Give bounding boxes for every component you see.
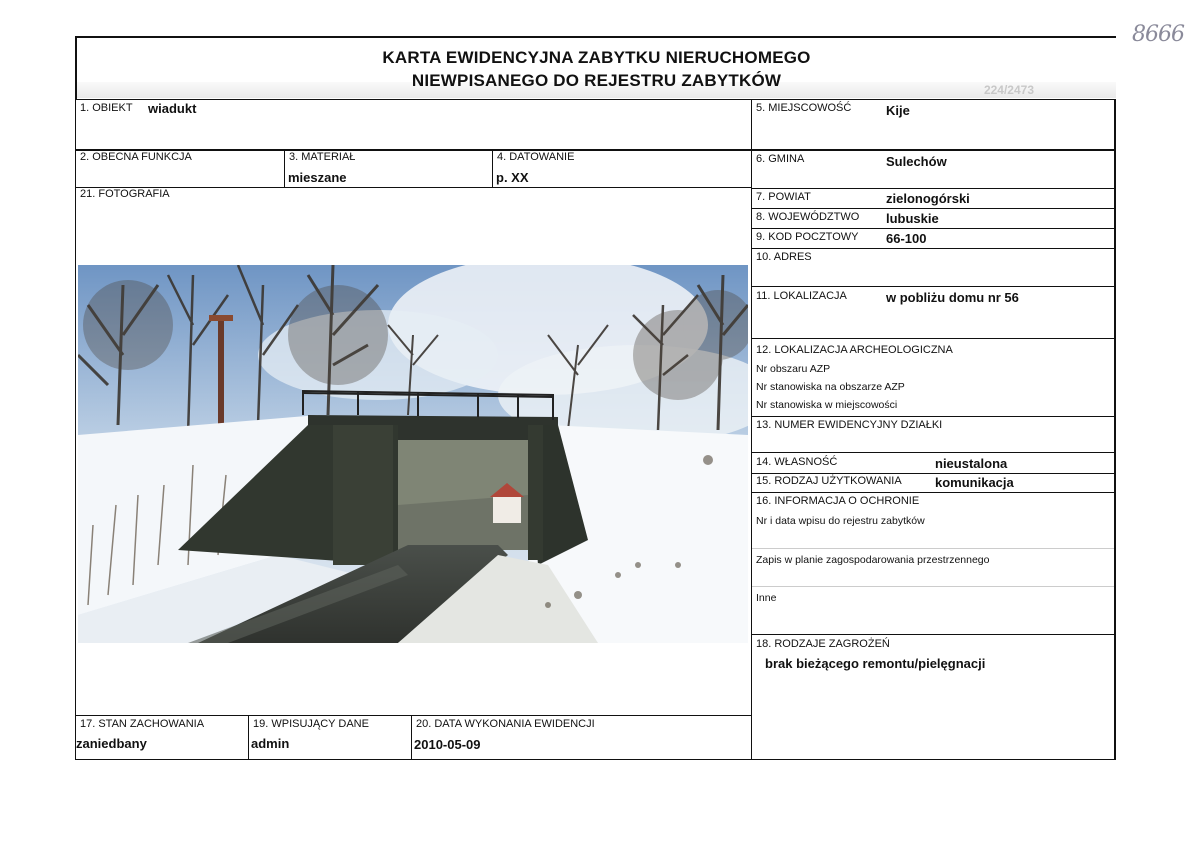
ochrona-divider	[752, 586, 1114, 587]
field-label: 14. WŁASNOŚĆ	[756, 456, 838, 468]
field-value: nieustalona	[935, 456, 1008, 471]
field-wlasnosc	[751, 452, 1115, 474]
field-label: 1. OBIEKT	[80, 102, 133, 114]
field-label: 4. DATOWANIE	[497, 151, 575, 163]
field-label: 20. DATA WYKONANIA EWIDENCJI	[416, 718, 595, 730]
field-label: 10. ADRES	[756, 251, 812, 263]
field-miejscowosc	[751, 99, 1115, 150]
field-obiekt	[75, 99, 752, 150]
field-obecna-funkcja	[75, 150, 285, 188]
handwritten-number: 8666	[1132, 22, 1184, 47]
archeo-stanowisko-azp-label: Nr stanowiska na obszarze AZP	[756, 381, 905, 393]
field-label: 21. FOTOGRAFIA	[80, 188, 170, 200]
field-datowanie	[492, 150, 752, 188]
ochrona-inne-label: Inne	[756, 592, 777, 604]
field-lokalizacja-archeologiczna	[751, 338, 1115, 417]
field-label: 18. RODZAJE ZAGROŻEŃ	[756, 638, 890, 650]
field-value: wiadukt	[148, 101, 197, 116]
field-label: 7. POWIAT	[756, 191, 811, 203]
field-label: 17. STAN ZACHOWANIA	[80, 718, 205, 730]
field-kod-pocztowy	[751, 228, 1115, 249]
field-gmina	[751, 150, 1115, 189]
field-wpisujacy	[248, 715, 412, 760]
field-informacja-o-ochronie	[751, 492, 1115, 635]
field-label: 9. KOD POCZTOWY	[756, 231, 859, 243]
field-value: 2010-05-09	[414, 737, 481, 752]
field-label: 2. OBECNA FUNKCJA	[80, 151, 192, 163]
field-lokalizacja	[751, 286, 1115, 339]
field-rodzaje-zagrozen	[751, 634, 1115, 760]
field-value: mieszane	[288, 170, 347, 185]
field-value: lubuskie	[886, 211, 939, 226]
field-label: 6. GMINA	[756, 153, 805, 165]
bleed-through-number: 224/2473	[983, 83, 1034, 97]
field-value: w pobliżu domu nr 56	[886, 290, 1019, 305]
field-label: 5. MIEJSCOWOŚĆ	[756, 102, 852, 114]
field-value: brak bieżącego remontu/pielęgnacji	[765, 656, 986, 671]
archeo-stanowisko-miejscowosc-label: Nr stanowiska w miejscowości	[756, 399, 898, 411]
field-numer-dzialki	[751, 416, 1115, 453]
field-label: 8. WOJEWÓDZTWO	[756, 211, 860, 223]
field-value: zielonogórski	[886, 191, 970, 206]
field-value: Kije	[886, 103, 910, 118]
field-value: p. XX	[496, 170, 529, 185]
field-label: 19. WPISUJĄCY DANE	[253, 718, 369, 730]
field-label: 12. LOKALIZACJA ARCHEOLOGICZNA	[756, 344, 953, 356]
field-wojewodztwo	[751, 208, 1115, 229]
field-label: 16. INFORMACJA O OCHRONIE	[756, 495, 920, 507]
field-adres	[751, 248, 1115, 287]
field-rodzaj-uzytkowania	[751, 473, 1115, 493]
field-value: zaniedbany	[76, 736, 147, 751]
archeo-obszar-label: Nr obszaru AZP	[756, 363, 831, 375]
field-stan-zachowania	[75, 715, 249, 760]
ochrona-plan-label: Zapis w planie zagospodarowania przestrzennego	[756, 554, 990, 566]
field-label: 13. NUMER EWIDENCYJNY DZIAŁKI	[756, 419, 943, 431]
field-data-ewidencji	[411, 715, 752, 760]
field-value: komunikacja	[935, 475, 1014, 490]
railway-viaduct-photo-icon	[78, 265, 748, 643]
ochrona-rejestr-label: Nr i data wpisu do rejestru zabytków	[756, 515, 925, 527]
field-label: 15. RODZAJ UŻYTKOWANIA	[756, 475, 902, 487]
field-value: Sulechów	[886, 154, 947, 169]
field-label: 3. MATERIAŁ	[289, 151, 356, 163]
card-title-line-2: NIEWPISANEGO DO REJESTRU ZABYTKÓW	[411, 71, 782, 90]
field-value: 66-100	[886, 231, 927, 246]
viaduct-photo	[78, 265, 748, 643]
field-material	[284, 150, 493, 188]
card-title-line-1: KARTA EWIDENCYJNA ZABYTKU NIERUCHOMEGO	[382, 48, 811, 67]
field-powiat	[751, 188, 1115, 209]
field-value: admin	[251, 736, 290, 751]
ochrona-divider	[752, 548, 1114, 549]
card-header	[77, 38, 1116, 101]
field-label: 11. LOKALIZACJA	[756, 290, 847, 302]
